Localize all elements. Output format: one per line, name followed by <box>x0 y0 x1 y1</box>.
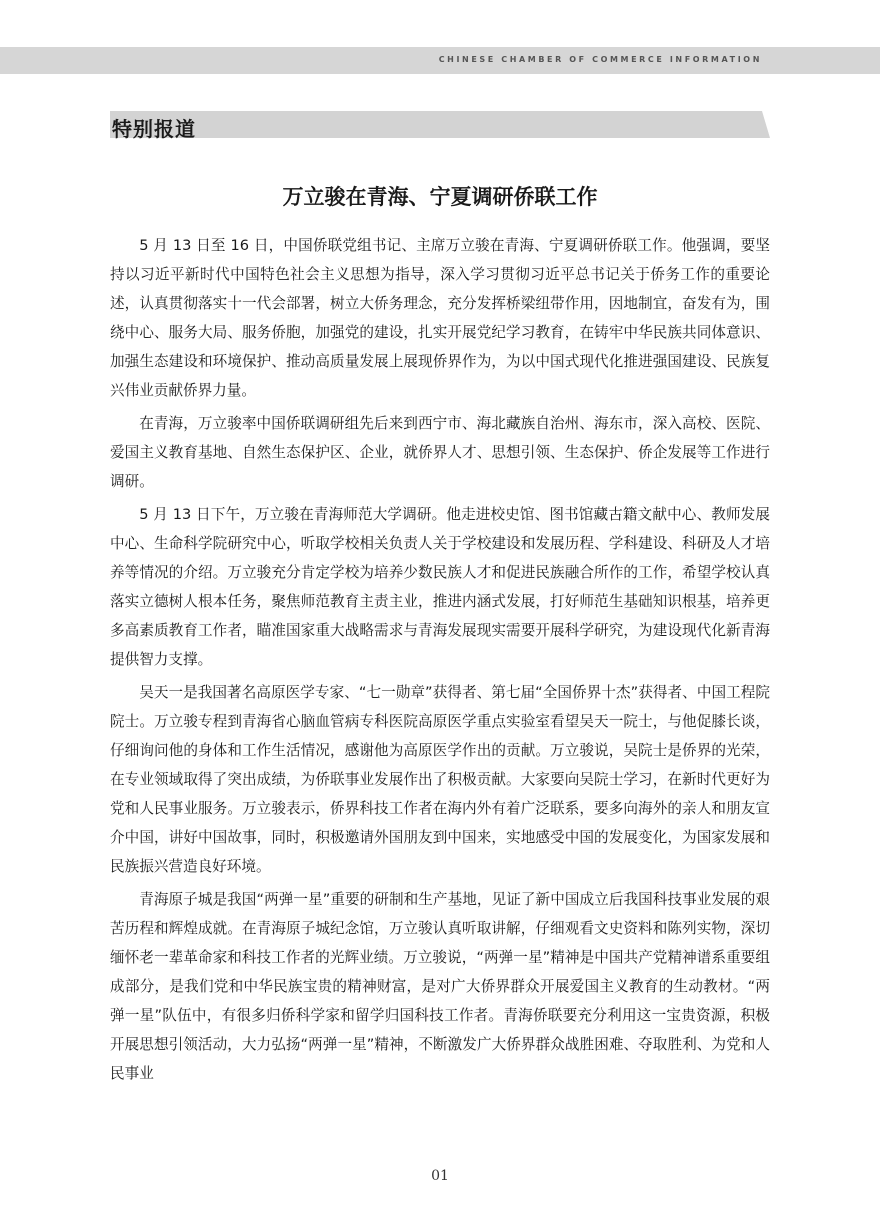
masthead-text: CHINESE CHAMBER OF COMMERCE INFORMATION <box>438 55 762 64</box>
article-paragraph: 在青海，万立骏率中国侨联调研组先后来到西宁市、海北藏族自治州、海东市，深入高校、医院、爱国主义教育基地、自然生态保护区、企业，就侨界人才、思想引领、生态保护、侨企发展等工作进行调研。 <box>110 415 770 490</box>
article-paragraph: 5 月 13 日至 16 日，中国侨联党组书记、主席万立骏在青海、宁夏调研侨联工作。他强调，要坚持以习近平新时代中国特色社会主义思想为指导，深入学习贯彻习近平总书记关于侨务工作的重要论述，认真贯彻落实十一代会部署，树立大侨务理念，充分发挥桥梁纽带作用，因地制宜，奋发有为，围绕中心、服务大局、服务侨胞，加强党的建设，扎实开展党纪学习教育，在铸牢中华民族共同体意识、加强生态建设和环境保护、推动高质量发展上展现侨界作为，为以中国式现代化推进强国建设、民族复兴伟业贡献侨界力量。 <box>110 237 770 399</box>
page-number: 01 <box>431 1168 449 1184</box>
article-title: 万立骏在青海、宁夏调研侨联工作 <box>282 185 598 209</box>
section-bar <box>110 111 770 138</box>
article-body <box>110 231 770 1092</box>
article-paragraph: 吴天一是我国著名高原医学专家、“七一勋章”获得者、第七届“全国侨界十杰”获得者、中国工程院院士。万立骏专程到青海省心脑血管病专科医院高原医学重点实验室看望吴天一院士，与他促膝长谈，仔细询问他的身体和工作生活情况，感谢他为高原医学作出的贡献。万立骏说，吴院士是侨界的光荣，在专业领域取得了突出成绩，为侨联事业发展作出了积极贡献。大家要向吴院士学习，在新时代更好为党和人民事业服务。万立骏表示，侨界科技工作者在海内外有着广泛联系，要多向海外的亲人和朋友宣介中国，讲好中国故事，同时，积极邀请外国朋友到中国来，实地感受中国的发展变化，为国家发展和民族振兴营造良好环境。 <box>110 684 770 875</box>
article-paragraph: 青海原子城是我国“两弹一星”重要的研制和生产基地，见证了新中国成立后我国科技事业发展的艰苦历程和辉煌成就。在青海原子城纪念馆，万立骏认真听取讲解，仔细观看文史资料和陈列实物，深切缅怀老一辈革命家和科技工作者的光辉业绩。万立骏说，“两弹一星”精神是中国共产党精神谱系重要组成部分，是我们党和中华民族宝贵的精神财富，是对广大侨界群众开展爱国主义教育的生动教材。“两弹一星”队伍中，有很多归侨科学家和留学归国科技工作者。青海侨联要充分利用这一宝贵资源，积极开展思想引领活动，大力弘扬“两弹一星”精神，不断激发广大侨界群众战胜困难、夺取胜利、为党和人民事业 <box>110 891 770 1082</box>
section-title: 特别报道 <box>112 117 196 141</box>
article-paragraph: 5 月 13 日下午，万立骏在青海师范大学调研。他走进校史馆、图书馆藏古籍文献中心、教师发展中心、生命科学院研究中心，听取学校相关负责人关于学校建设和发展历程、学科建设、科研及人才培养等情况的介绍。万立骏充分肯定学校为培养少数民族人才和促进民族融合所作的工作，希望学校认真落实立德树人根本任务，聚焦师范教育主责主业，推进内涵式发展，打好师范生基础知识根基，培养更多高素质教育工作者，瞄准国家重大战略需求与青海发展现实需要开展科学研究，为建设现代化新青海提供智力支撑。 <box>110 506 770 668</box>
masthead-band <box>0 47 880 74</box>
